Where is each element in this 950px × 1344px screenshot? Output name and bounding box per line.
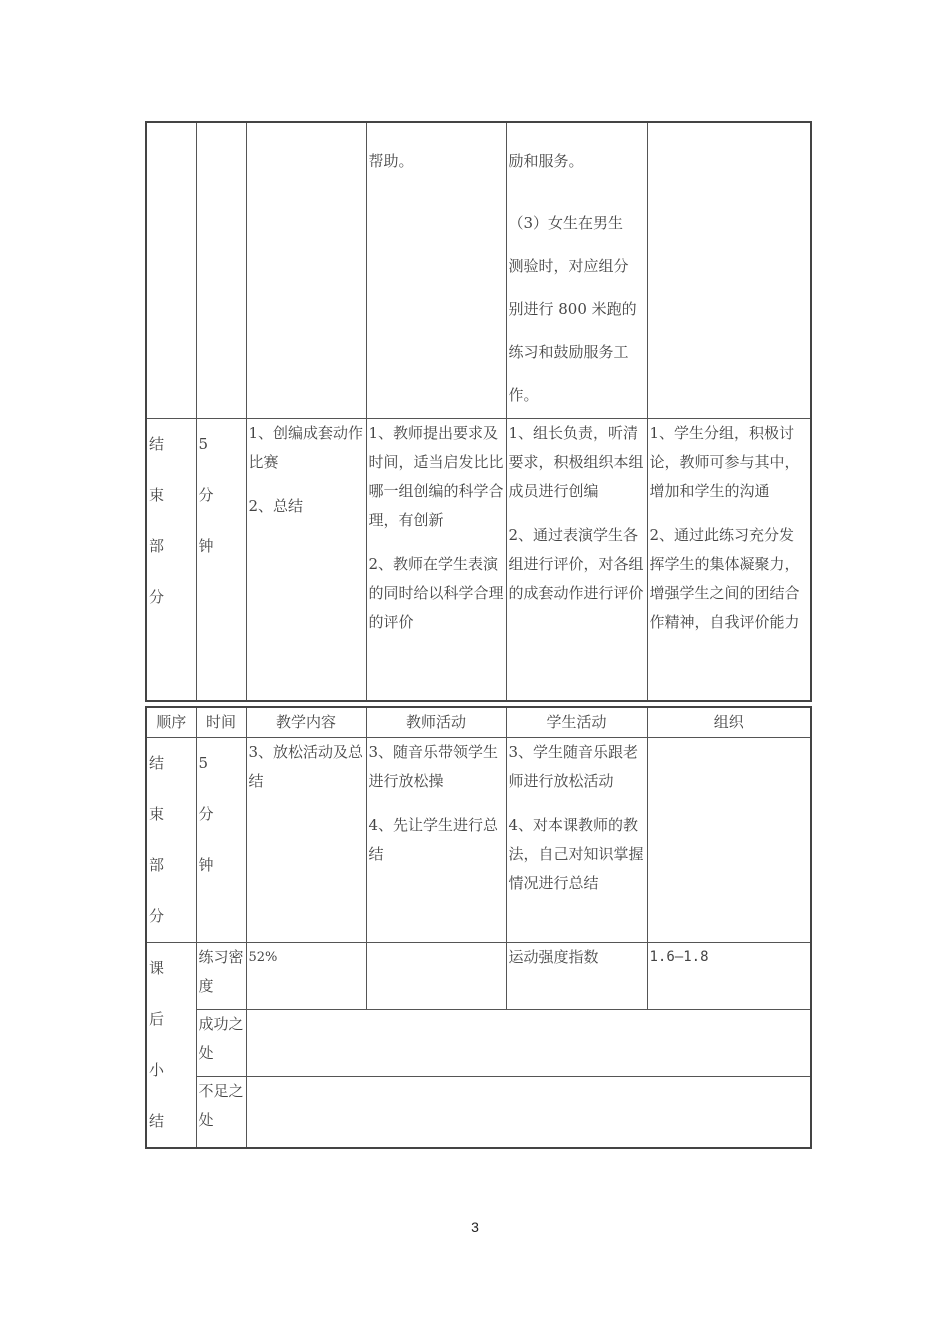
empty-cell bbox=[366, 942, 506, 1009]
organization-item: 2、通过此练习充分发挥学生的集体凝聚力，增强学生之间的团结合作精神，自我评价能力 bbox=[649, 525, 800, 631]
header-student: 学生活动 bbox=[506, 707, 647, 737]
header-order: 顺序 bbox=[146, 707, 196, 737]
lesson-plan-table-top bbox=[145, 121, 812, 702]
content-cell bbox=[246, 418, 366, 701]
organization-item: 1、学生分组，积极讨论，教师可参与其中，增加和学生的沟通 bbox=[649, 423, 800, 500]
continued-row bbox=[146, 122, 811, 418]
section-char: 束 bbox=[149, 485, 165, 504]
content-item: 1、创编成套动作比赛 bbox=[248, 423, 364, 471]
organization-cell bbox=[647, 737, 811, 942]
student-activity-cell bbox=[506, 737, 647, 942]
teacher-item: 2、教师在学生表演的同时给以科学合理的评价 bbox=[368, 554, 504, 631]
time-unit-char: 分 bbox=[198, 485, 214, 504]
section-char: 后 bbox=[149, 1009, 165, 1028]
section-char: 课 bbox=[149, 958, 165, 977]
success-label-cell: 成功之处 bbox=[196, 1009, 246, 1076]
time-unit-char: 分 bbox=[198, 804, 214, 823]
density-value-cell: 52% bbox=[246, 942, 366, 1009]
time-cell bbox=[196, 122, 246, 418]
header-time: 时间 bbox=[196, 707, 246, 737]
time-cell bbox=[196, 418, 246, 701]
intensity-value-cell: 1.6—1.8 bbox=[647, 942, 811, 1009]
teacher-activity-cell bbox=[366, 737, 506, 942]
end-part-row-2 bbox=[146, 737, 811, 942]
student-item: 1、组长负责，听清要求，积极组织本组成员进行创编 bbox=[508, 423, 644, 500]
para-line: 练习和鼓励服务工 bbox=[508, 343, 629, 361]
summary-label-cell bbox=[146, 942, 196, 1148]
time-unit-char: 钟 bbox=[198, 536, 214, 555]
para-line: 作。 bbox=[508, 386, 539, 404]
header-content: 教学内容 bbox=[246, 707, 366, 737]
student-item: 3、学生随音乐跟老师进行放松活动 bbox=[508, 742, 639, 790]
section-char: 分 bbox=[149, 587, 165, 606]
student-activity-line: 励和服务。 bbox=[508, 152, 584, 170]
success-content-cell bbox=[246, 1009, 811, 1076]
section-char: 结 bbox=[149, 753, 165, 772]
summary-shortcoming-row bbox=[146, 1077, 811, 1148]
summary-density-row bbox=[146, 942, 811, 1009]
para-line: 别进行 800 米跑的 bbox=[508, 300, 637, 318]
order-cell bbox=[146, 122, 196, 418]
shortcoming-label-cell: 不足之处 bbox=[196, 1077, 246, 1148]
table-header-row bbox=[146, 707, 811, 737]
density-label-cell: 练习密度 bbox=[196, 942, 246, 1009]
organization-cell bbox=[647, 418, 811, 701]
teacher-activity-cell bbox=[366, 418, 506, 701]
intensity-label-cell: 运动强度指数 bbox=[506, 942, 647, 1009]
summary-success-row bbox=[146, 1009, 811, 1076]
section-char: 部 bbox=[149, 536, 165, 555]
student-item: 2、通过表演学生各组进行评价，对各组的成套动作进行评价 bbox=[508, 525, 644, 602]
time-unit-char: 钟 bbox=[198, 855, 214, 874]
teacher-activity-text: 帮助。 bbox=[368, 152, 414, 170]
content-cell bbox=[246, 737, 366, 942]
section-char: 结 bbox=[149, 1111, 165, 1130]
shortcoming-content-cell bbox=[246, 1077, 811, 1148]
teacher-item: 1、教师提出要求及时间，适当启发比比哪一组创编的科学合理，有创新 bbox=[368, 423, 504, 529]
time-value: 5 bbox=[198, 434, 209, 453]
lesson-plan-table-bottom bbox=[145, 706, 812, 1149]
teacher-item: 4、先让学生进行总结 bbox=[368, 815, 499, 863]
student-activity-paragraph bbox=[509, 202, 645, 417]
content-item: 3、放松活动及总结 bbox=[248, 742, 364, 790]
teacher-activity-cell bbox=[366, 122, 506, 418]
end-part-row bbox=[146, 418, 811, 701]
time-cell bbox=[196, 737, 246, 942]
time-value: 5 bbox=[198, 753, 209, 772]
content-cell bbox=[246, 122, 366, 418]
section-label-cell bbox=[146, 737, 196, 942]
header-teacher: 教师活动 bbox=[366, 707, 506, 737]
teacher-item: 3、随音乐带领学生进行放松操 bbox=[368, 742, 499, 790]
para-line: （3）女生在男生 bbox=[508, 214, 624, 232]
section-char: 分 bbox=[149, 906, 165, 925]
para-line: 测验时，对应组分 bbox=[508, 257, 629, 275]
page-number: 3 bbox=[471, 1219, 479, 1235]
section-char: 小 bbox=[149, 1060, 165, 1079]
header-organization: 组织 bbox=[647, 707, 811, 737]
student-activity-cell bbox=[506, 418, 647, 701]
student-activity-cell bbox=[506, 122, 647, 418]
section-label-cell bbox=[146, 418, 196, 701]
content-item: 2、总结 bbox=[248, 496, 304, 515]
section-char: 结 bbox=[149, 434, 165, 453]
organization-cell bbox=[647, 122, 811, 418]
section-char: 束 bbox=[149, 804, 165, 823]
student-item: 4、对本课教师的教法，自己对知识掌握情况进行总结 bbox=[508, 815, 644, 892]
section-char: 部 bbox=[149, 855, 165, 874]
